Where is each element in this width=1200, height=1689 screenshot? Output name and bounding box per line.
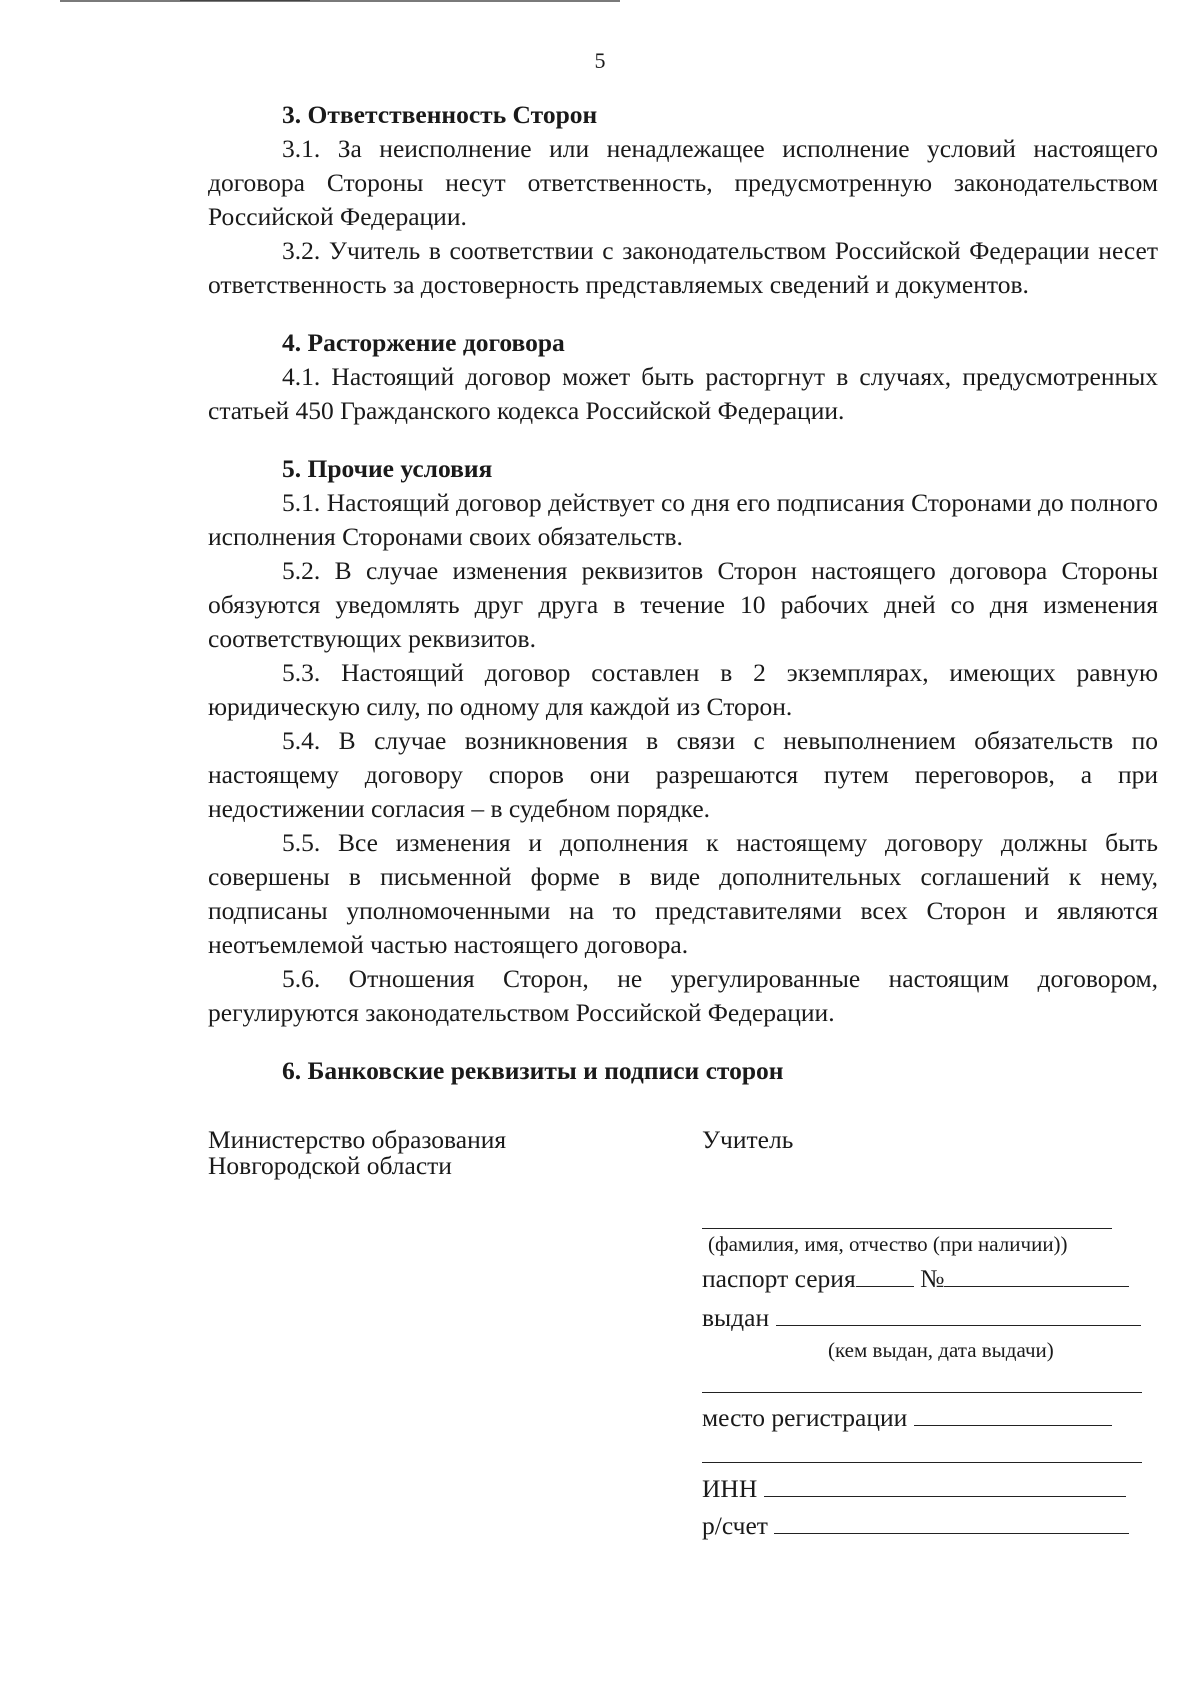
paragraph: 4.1. Настоящий договор может быть расторгнут в случаях, предусмотренных статьей 450 Гражданского кодекса Российской Федерации.: [208, 362, 1158, 425]
registration-label: место регистрации: [702, 1403, 908, 1432]
passport-series-label: паспорт серия: [702, 1264, 856, 1293]
paragraph: 5.2. В случае изменения реквизитов Сторон настоящего договора Стороны обязуются уведомлять друг друга в течение 10 рабочих дней со дня изменения соответствующих реквизитов.: [208, 556, 1158, 653]
passport-number-line: [944, 1264, 1129, 1287]
paragraph: 3.1. За неисполнение или ненадлежащее исполнение условий настоящего договора Стороны несут ответственность, предусмотренную законодательством Российской Федерации.: [208, 134, 1158, 231]
section-heading: 5. Прочие условия: [282, 454, 493, 483]
fio-line: [702, 1228, 1112, 1229]
registration-extra-line: [702, 1462, 1142, 1463]
issued-caption: (кем выдан, дата выдачи): [828, 1338, 1054, 1362]
right-party-label: Учитель: [702, 1125, 794, 1154]
paragraph: 5.3. Настоящий договор составлен в 2 экземплярах, имеющих равную юридическую силу, по одному для каждой из Сторон.: [208, 658, 1158, 721]
scan-artifact-line: [60, 0, 620, 2]
account-line: [774, 1511, 1129, 1534]
left-party-line1: Министерство образования: [208, 1125, 507, 1154]
account-label: р/счет: [702, 1511, 768, 1540]
passport-series-line: [856, 1264, 914, 1287]
registration-line: [914, 1403, 1112, 1426]
paragraph: 5.1. Настоящий договор действует со дня его подписания Сторонами до полного исполнения Сторонами своих обязательств.: [208, 488, 1158, 551]
inn-row: [702, 1474, 1126, 1504]
inn-line: [764, 1474, 1126, 1497]
issued-line: [776, 1303, 1141, 1326]
registration-row: [702, 1403, 1112, 1433]
fio-caption: (фамилия, имя, отчество (при наличии)): [708, 1232, 1068, 1256]
paragraph: 3.2. Учитель в соответствии с законодательством Российской Федерации несет ответственность за достоверность представляемых сведений и документов.: [208, 236, 1158, 299]
page-number: 5: [594, 48, 606, 73]
left-party: [208, 1127, 608, 1179]
left-party-line2: Новгородской области: [208, 1151, 452, 1180]
account-row: [702, 1511, 1129, 1541]
paragraph: 5.6. Отношения Сторон, не урегулированные настоящим договором, регулируются законодательством Российской Федерации.: [208, 964, 1158, 1027]
section-heading: 3. Ответственность Сторон: [282, 100, 598, 129]
section-heading: 6. Банковские реквизиты и подписи сторон: [282, 1056, 784, 1085]
paragraph: 5.5. Все изменения и дополнения к настоящему договору должны быть совершены в письменной форме в виде дополнительных соглашений к нему, подписаны уполномоченными на то представителями всех Сторон и являются неотъемлемой частью настоящего договора.: [208, 828, 1158, 959]
inn-label: ИНН: [702, 1474, 758, 1503]
number-sign: №: [920, 1264, 945, 1293]
issued-label: выдан: [702, 1303, 770, 1332]
issued-extra-line: [702, 1392, 1142, 1393]
paragraph: 5.4. В случае возникновения в связи с невыполнением обязательств по настоящему договору споров они разрешаются путем переговоров, а при недостижении согласия – в судебном порядке.: [208, 726, 1158, 823]
section-heading: 4. Расторжение договора: [282, 328, 565, 357]
right-party: [702, 1127, 1162, 1153]
passport-row: [702, 1264, 1129, 1294]
scan-artifact-line: [180, 0, 310, 1]
issued-row: [702, 1303, 1141, 1333]
contract-body: [208, 98, 1158, 1088]
